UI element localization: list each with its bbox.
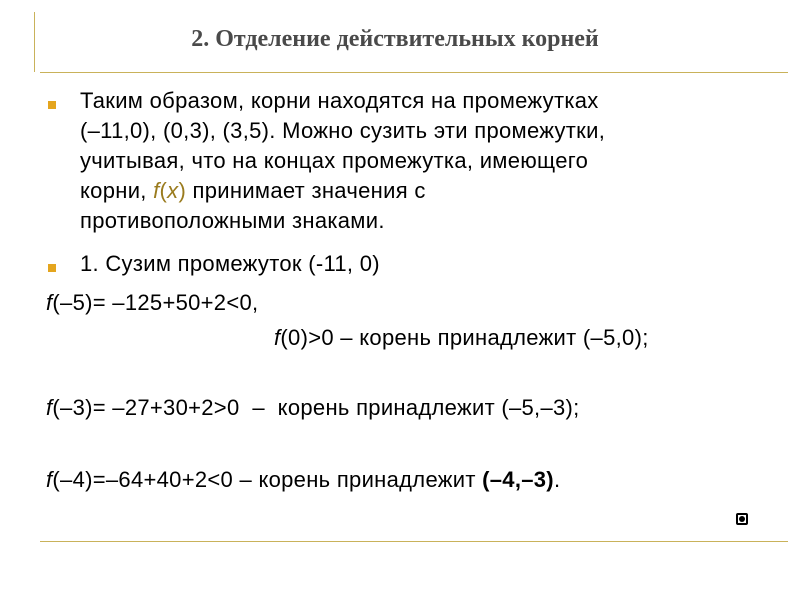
bullet-text-1 xyxy=(80,86,770,236)
function-f: f xyxy=(153,178,160,203)
bullet-1-line-5: противоположными знаками. xyxy=(80,208,385,233)
bullet-text-2: 1. Сузим промежуток (-11, 0) xyxy=(80,251,380,276)
frame-top-line xyxy=(40,72,788,73)
result-interval: (–4,–3) xyxy=(482,467,554,492)
bullet-1-line-3: учитывая, что на концах промежутка, имеющего xyxy=(80,148,589,173)
bullet-marker xyxy=(48,264,56,272)
bullet-marker xyxy=(48,101,56,109)
variable-x: x xyxy=(167,178,179,203)
bullet-1-line-4: корни, f(x) принимает значения с xyxy=(80,178,426,203)
equation-f-0: f(0)>0 – корень принадлежит (–5,0); xyxy=(274,325,649,350)
equation-f-minus4: f(–4)=–64+40+2<0 – корень принадлежит (–4,–3). xyxy=(46,467,561,492)
bullet-1-line-1: Таким образом, корни находятся на промежутках xyxy=(80,88,599,113)
frame-bottom-line xyxy=(40,541,788,542)
equation-f-minus5: f(–5)= –125+50+2<0, xyxy=(46,290,259,315)
equation-f-minus3: f(–3)= –27+30+2>0 – корень принадлежит (–5,–3); xyxy=(46,395,580,420)
end-of-slide-icon[interactable] xyxy=(736,513,748,525)
bullet-1-line-2: (–11,0), (0,3), (3,5). Можно сузить эти промежутки, xyxy=(80,118,606,143)
slide-title: 2. Отделение действительных корней xyxy=(191,26,599,52)
